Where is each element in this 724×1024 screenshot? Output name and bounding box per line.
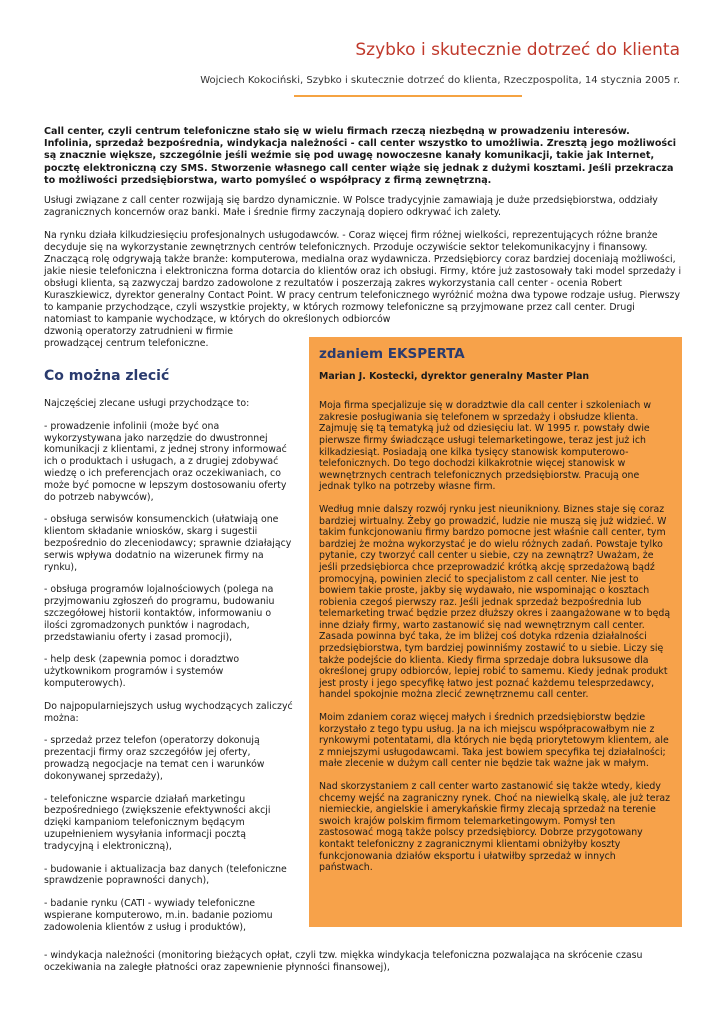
services-paragraph: Najczęściej zlecane usługi przychodzące to: xyxy=(44,398,250,409)
lead-paragraph: Call center, czyli centrum telefoniczne stało się w wielu firmach rzeczą niezbędną w prowadzeniu interesów. Infolinia, sprzedaż bezpośrednia, windykacja należności - call center wszystko to umożliwia. Zresztą jego możliwości są znacznie większe, szczególnie jeśli weźmie się pod uwagę nowoczesne kanały komunikacji, takie jak Internet, pocztę elektroniczną czy SMS. Stworzenie własnego call center wiąże się jednak z dużymi kosztami. Jeśli przekracza to możliwości przedsiębiorstwa, warto pomyśleć o współpracy z firmą zewnętrzną. xyxy=(44,126,677,186)
expert-paragraph: Nad skorzystaniem z call center warto zastanowić się także wtedy, kiedy chcemy wejść na zagraniczny rynek. Choć na niewielką skalę, ale już teraz niemieckie, angielskie i amerykańskie firmy zlecają sprzedaż na terenie swoich krajów polskim firmom telemarketingowym. Pomysł ten zastosować mogą także polscy przedsiębiorcy. Dobrze przygotowany kontakt telefoniczny z zagranicznymi klientami obniżyłby koszty funkcjonowania działów eksportu i ułatwiłby sprzedaż w innych państwach. xyxy=(319,781,671,874)
services-paragraph: - prowadzenie infolinii (może być ona wykorzystywana jako narzędzie do dwustronnej komunikacji z klientami, z jednej strony informować ich o produktach i usługach, a z drugiej zdobywać wiedzę o ich preferencjach oraz oczekiwaniach, co może być pomocne w lepszym dostosowaniu oferty do potrzeb nabywców), xyxy=(44,420,287,503)
section-heading: Co można zlecić xyxy=(44,368,170,384)
services-paragraph: - telefoniczne wsparcie działań marketingu bezpośredniego (zwiększenie efektywności akcji dzięki kampaniom telefonicznym będącym uzupełnieniem wysyłania informacji pocztą tradycyjną i elektroniczną), xyxy=(44,793,271,852)
services-paragraph: Do najpopularniejszych usług wychodzących zaliczyć można: xyxy=(44,700,293,724)
services-paragraph: - obsługa serwisów konsumenckich (ułatwiają one klientom składanie wniosków, skarg i sugestii bezpośrednio do zleceniodawcy; sprawnie działający serwis wpływa dodatnio na wizerunek firmy na rynku), xyxy=(44,514,292,573)
expert-paragraph: Według mnie dalszy rozwój rynku jest nieunikniony. Biznes staje się coraz bardziej wirtualny. Żeby go prowadzić, ludzie nie muszą się już widzieć. W takim funkcjonowaniu firmy bardzo pomocne jest właśnie call center, tym bardziej że można wykorzystać je do wielu różnych zadań. Powstaje tylko pytanie, czy tworzyć call center u siebie, czy na zewnątrz? Uważam, że jeśli przedsiębiorca chce przeprowadzić krótką akcję sprzedażową bądź promocyjną, powinien zlecić to specjalistom z call center. Nie jest to bowiem takie proste, jakby się wydawało, nie wspominając o kosztach robienia czegoś pierwszy raz. Jeśli jednak sprzedaż bezpośrednia lub telemarketing trwać będzie przez dłuższy okres i zaangażowane w to będą inne działy firmy, warto zastanowić się nad wewnętrznym call center. Zasada powinna być taka, że im bliżej coś dotyka rdzenia działalności przedsiębiorstwa, tym bardziej powinniśmy zostawić to u siebie. Liczy się także podejście do klienta. Kiedy firma sprzedaje dobra luksusowe dla określonej grupy odbiorców, lepiej robić to samemu. Kiedy jednak produkt jest prosty i jego specyfikę łatwo jest poznać każdemu telesprzedawcy, handel spokojnie można zlecić zewnętrznemu call center. xyxy=(319,503,671,701)
services-column xyxy=(44,398,294,944)
header-rule xyxy=(294,95,522,97)
expert-paragraph: Moja firma specjalizuje się w doradztwie dla call center i szkoleniach w zakresie posługiwania się telefonem w sprzedaży i obsłudze klienta. Zajmuję się tą tematyką już od dziesięciu lat. W 1995 r. powstały dwie pierwsze firmy świadczące usługi telemarketingowe, teraz jest już ich kilkadziesiąt. Posiadają one kilka tysięcy stanowisk komputerowo-telefonicznych. Do tego dochodzi kilkakrotnie więcej stanowisk w wewnętrznych centrach telefonicznych przedsiębiorstw. Pracują one jednak tylko na potrzeby własne firm. xyxy=(319,400,652,493)
services-paragraph: - help desk (zapewnia pomoc i doradztwo użytkownikom programów i systemów komputerowych). xyxy=(44,654,240,689)
expert-author: Marian J. Kostecki, dyrektor generalny Master Plan xyxy=(319,370,590,382)
expert-paragraph: Moim zdaniem coraz więcej małych i średnich przedsiębiorstw będzie korzystało z tego typu usług. Ja na ich miejscu współpracowałbym nie z rynkowymi potentatami, dla których nie będą priorytetowym klientem, ale z mniejszymi usługodawcami. Taka jest bowiem specyfika tej działalności; małe zlecenie w dużym call center nie będzie tak ważne jak w małym. xyxy=(319,712,669,770)
services-paragraph: - budowanie i aktualizacja baz danych (telefoniczne sprawdzenie poprawności danych), xyxy=(44,863,287,887)
body-paragraph-1: Usługi związane z call center rozwijają się bardzo dynamicznie. W Polsce tradycyjnie zamawiają je duże przedsiębiorstwa, oddziały zagranicznych koncernów oraz banki. Małe i średnie firmy zaczynają dopiero odkrywać ich zalety. xyxy=(44,195,658,218)
article-byline: Wojciech Kokociński, Szybko i skutecznie dotrzeć do klienta, Rzeczpospolita, 14 stycznia 2005 r. xyxy=(200,75,680,86)
services-paragraph: - sprzedaż przez telefon (operatorzy dokonują prezentacji firmy oraz szczegółów jej oferty, prowadzą negocjacje na temat cen i warunków dokonywanej sprzedaży), xyxy=(44,735,265,782)
expert-heading: zdaniem EKSPERTA xyxy=(319,346,465,362)
services-paragraph: - obsługa programów lojalnościowych (polega na przyjmowaniu zgłoszeń do programu, budowaniu szczegółowej historii kontaktów, informowaniu o ilości zgromadzonych punktów i nagrodach, przedstawianiu oferty i zasad promocji), xyxy=(44,584,275,643)
services-paragraph: - badanie rynku (CATI - wywiady telefoniczne wspierane komputerowo, m.in. badanie poziomu zadowolenia klientów z usług i produktów), xyxy=(44,898,273,933)
body-paragraph-2: Na rynku działa kilkudziesięciu profesjonalnych usługodawców. - Coraz więcej firm różnej wielkości, reprezentujących różne branże decyduje się na wykorzystanie zewnętrznych centrów telefonicznych. Przoduje oczywiście sektor telekomunikacyjny i finansowy. Znaczącą rolę odgrywają także branże: komputerowa, medialna oraz wydawnicza. Przedsiębiorcy coraz bardziej doceniają możliwości, jakie niesie telefoniczna i elektroniczna forma dotarcia do klientów oraz ich obsługi. Firmy, które już zastosowały taki model sprzedaży i obsługi klienta, są zazwyczaj bardzo zadowolone z rezultatów i poszerzają zakres wykorzystania call center - ocenia Robert Kuraszkiewicz, dyrektor generalny Contact Point. W pracy centrum telefonicznego wyróżnić można dwa typowe rodzaje usług. Pierwszy to kampanie przychodzące, czyli wszystkie projekty, w których rozmowy telefoniczne są przyjmowane przez call center. Drugi natomiast to kampanie wychodzące, w których do określonych odbiorców xyxy=(44,230,682,325)
expert-sidebar xyxy=(309,337,682,927)
bottom-paragraph: - windykacja należności (monitoring bieżących opłat, czyli tzw. miękka windykacja telefoniczna pozwalająca na skrócenie czasu oczekiwania na zaległe płatności oraz zapewnienie płynności finansowej), xyxy=(44,950,643,973)
article-title: Szybko i skutecznie dotrzeć do klienta xyxy=(355,40,680,60)
body-paragraph-2-end: dzwonią operatorzy zatrudnieni w firmie prowadzącej centrum telefoniczne. xyxy=(44,326,233,349)
